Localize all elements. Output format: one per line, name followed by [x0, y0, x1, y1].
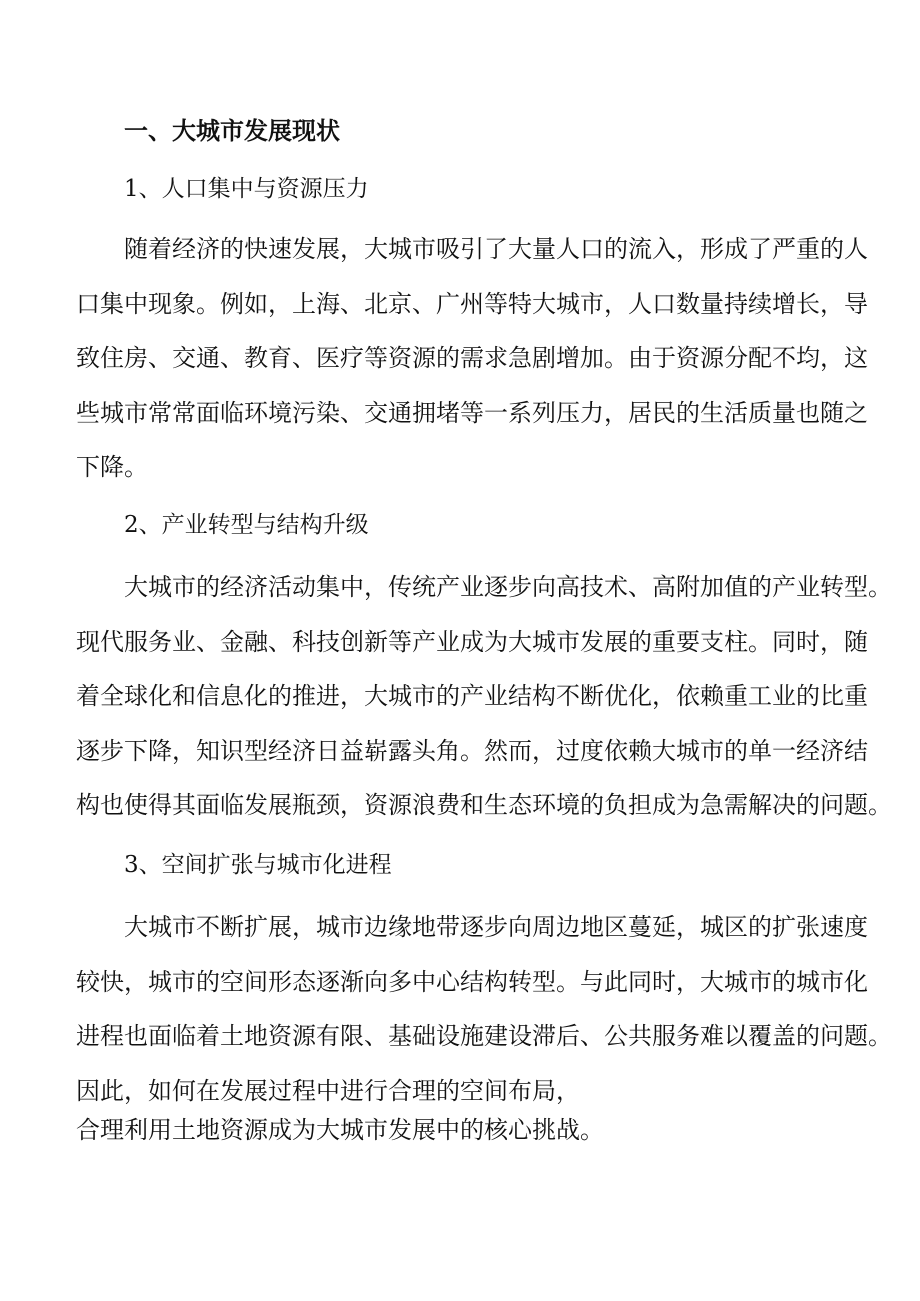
paragraph-line: 下降。: [76, 453, 148, 481]
paragraph-line: 构也使得其面临发展瓶颈，资源浪费和生态环境的负担成为急需解决的问题。: [76, 791, 892, 819]
section-title: 一、大城市发展现状: [124, 117, 340, 145]
paragraph-line: 因此，如何在发展过程中进行合理的空间布局，: [76, 1076, 580, 1105]
subsection-title-1: 1、人口集中与资源压力: [124, 176, 369, 202]
subsection-title-2: 2、产业转型与结构升级: [124, 512, 369, 538]
paragraph-line: 些城市常常面临环境污染、交通拥堵等一系列压力，居民的生活质量也随之: [76, 398, 868, 427]
paragraph-2: [76, 560, 892, 833]
paragraph-line: 大城市不断扩展，城市边缘地带逐步向周边地区蔓延，城区的扩张速度: [124, 913, 868, 941]
subsection-title-3: 3、空间扩张与城市化进程: [124, 852, 392, 878]
paragraph-line: 着全球化和信息化的推进，大城市的产业结构不断优化，依赖重工业的比重: [76, 682, 868, 710]
paragraph-line: 逐步下降，知识型经济日益崭露头角。然而，过度依赖大城市的单一经济结: [76, 736, 868, 765]
paragraph-line: 致住房、交通、教育、医疗等资源的需求急剧增加。由于资源分配不均，这: [76, 344, 868, 372]
paragraph-line: 随着经济的快速发展，大城市吸引了大量人口的流入，形成了严重的人: [124, 235, 868, 263]
paragraph-line: 现代服务业、金融、科技创新等产业成为大城市发展的重要支柱。同时，随: [76, 627, 868, 656]
paragraph-line: 进程也面临着土地资源有限、基础设施建设滞后、公共服务难以覆盖的问题。: [76, 1022, 892, 1050]
paragraph-line: 大城市的经济活动集中，传统产业逐步向高技术、高附加值的产业转型。: [124, 573, 892, 601]
paragraph-3: [76, 900, 892, 1118]
paragraph-line: 口集中现象。例如，上海、北京、广州等特大城市，人口数量持续增长，导: [76, 289, 868, 318]
paragraph-1: [76, 222, 876, 495]
paragraph-line: 合理利用土地资源成为大城市发展中的核心挑战。: [76, 1116, 604, 1144]
paragraph-line: 较快，城市的空间形态逐渐向多中心结构转型。与此同时，大城市的城市化: [76, 967, 868, 996]
paragraph-3-tail: [76, 1110, 876, 1150]
